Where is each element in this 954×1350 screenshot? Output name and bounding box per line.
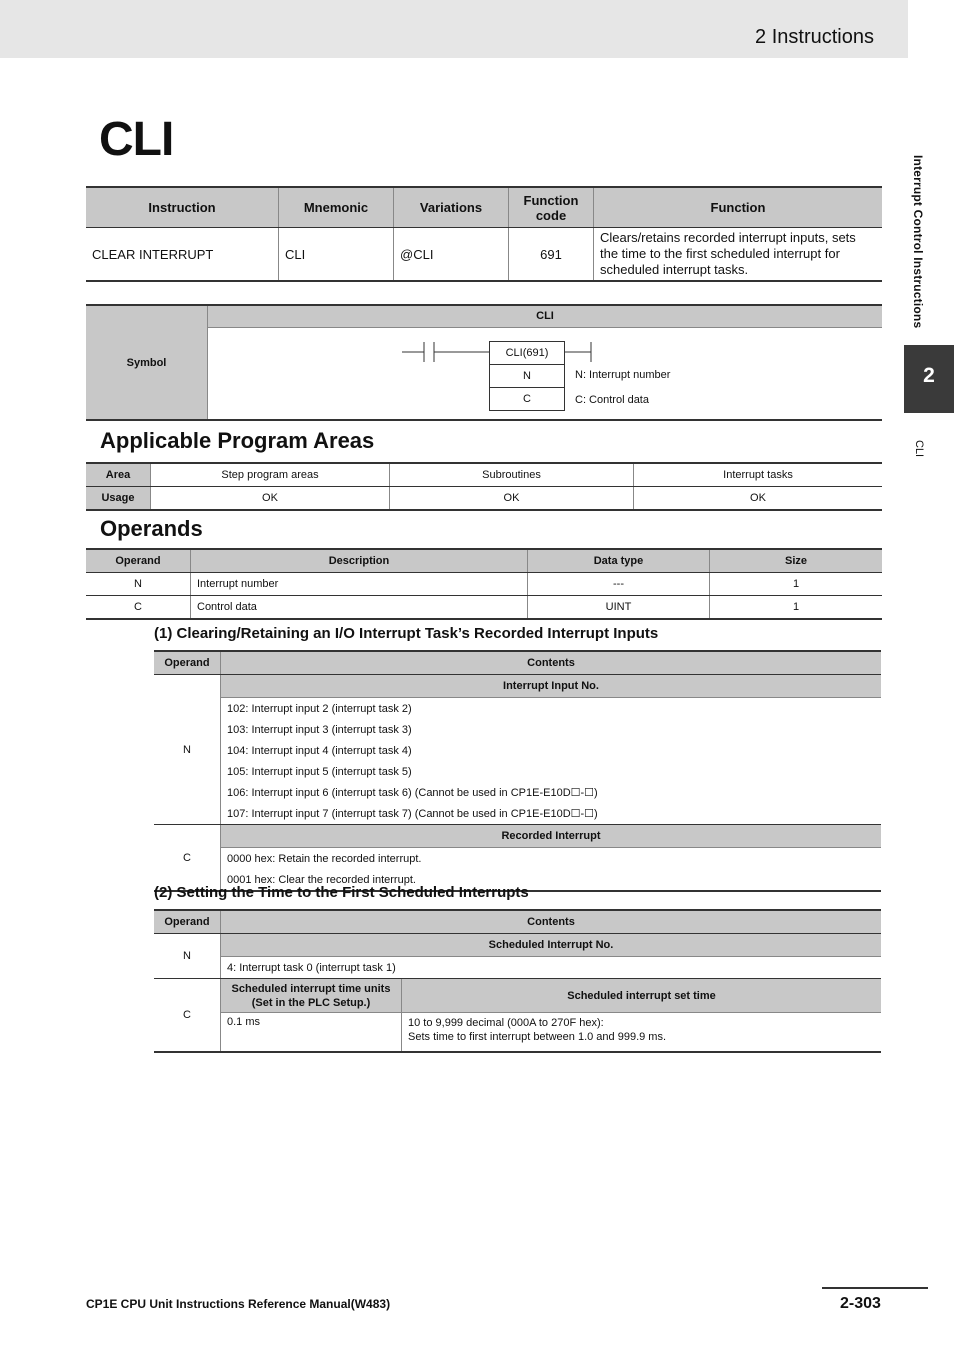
list-item: 0000 hex: Retain the recorded interrupt. xyxy=(221,848,882,870)
set-time-header: Scheduled interrupt set time xyxy=(402,979,882,1013)
usage-subroutines: OK xyxy=(390,487,634,511)
side-current-instruction: CLI xyxy=(913,440,925,458)
size-cell: 1 xyxy=(710,573,883,596)
areas-heading: Applicable Program Areas xyxy=(100,428,375,453)
list-item: 102: Interrupt input 2 (interrupt task 2) xyxy=(221,698,882,720)
function-code-cell: 691 xyxy=(509,228,594,282)
page-title: CLI xyxy=(99,113,174,166)
col-operand: Operand xyxy=(86,549,191,573)
function-cell: Clears/retains recorded interrupt inputs, sets the time to the first scheduled interrupt for scheduled interrupt tasks. xyxy=(594,228,883,282)
data-type-cell: UINT xyxy=(528,596,710,620)
variations-cell: @CLI xyxy=(394,228,509,282)
col-operand: Operand xyxy=(154,651,221,675)
footer-rule xyxy=(822,1287,928,1289)
col-instruction: Instruction xyxy=(86,187,279,228)
set-time-line2: Sets time to first interrupt between 1.0 and 999.9 ms. xyxy=(408,1031,667,1043)
area-step: Step program areas xyxy=(151,463,390,487)
col-function: Function xyxy=(594,187,883,228)
time-units-header: Scheduled interrupt time units (Set in the PLC Setup.) xyxy=(221,979,402,1013)
operand-n: N xyxy=(154,675,221,825)
time-units-value: 0.1 ms xyxy=(221,1013,402,1053)
symbol-label: Symbol xyxy=(86,306,208,419)
list-item: 104: Interrupt input 4 (interrupt task 4) xyxy=(221,740,882,761)
list-item: 107: Interrupt input 7 (interrupt task 7) (Cannot be used in CP1E-E10D☐-☐) xyxy=(221,803,882,825)
page-number: 2-303 xyxy=(840,1295,881,1312)
col-variations: Variations xyxy=(394,187,509,228)
list-item: 105: Interrupt input 5 (interrupt task 5) xyxy=(221,761,882,782)
data-type-cell: --- xyxy=(528,573,710,596)
size-cell: 1 xyxy=(710,596,883,620)
instruction-cell: CLEAR INTERRUPT xyxy=(86,228,279,282)
program-areas-table xyxy=(86,462,882,511)
operands-heading: Operands xyxy=(100,516,203,541)
section2-table xyxy=(154,909,881,1053)
instruction-box-n: N xyxy=(489,364,565,388)
area-interrupt: Interrupt tasks xyxy=(634,463,883,487)
symbol-header: CLI xyxy=(208,306,882,328)
area-label: Area xyxy=(86,463,151,487)
col-data-type: Data type xyxy=(528,549,710,573)
section1-table xyxy=(154,650,881,892)
usage-label: Usage xyxy=(86,487,151,511)
operand-n: N xyxy=(154,934,221,979)
col-contents: Contents xyxy=(221,910,882,934)
chapter-heading: 2 Instructions xyxy=(755,26,874,48)
col-function-code: Function code xyxy=(509,187,594,228)
mnemonic-cell: CLI xyxy=(279,228,394,282)
usage-interrupt: OK xyxy=(634,487,883,511)
operand-c: C xyxy=(154,825,221,892)
table-row xyxy=(86,573,882,596)
operand-cell: C xyxy=(86,596,191,620)
area-subroutines: Subroutines xyxy=(390,463,634,487)
instruction-box-c: C xyxy=(489,387,565,411)
table-row xyxy=(86,596,882,620)
col-operand: Operand xyxy=(154,910,221,934)
section1-heading: (1) Clearing/Retaining an I/O Interrupt Task’s Recorded Interrupt Inputs xyxy=(154,625,659,642)
list-item: 106: Interrupt input 6 (interrupt task 6) (Cannot be used in CP1E-E10D☐-☐) xyxy=(221,782,882,803)
description-cell: Control data xyxy=(191,596,528,620)
col-size: Size xyxy=(710,549,883,573)
note-c: C: Control data xyxy=(575,394,649,406)
set-time-value xyxy=(402,1013,882,1053)
list-item: 103: Interrupt input 3 (interrupt task 3) xyxy=(221,719,882,740)
footer-manual: CP1E CPU Unit Instructions Reference Manual(W483) xyxy=(86,1297,391,1311)
operands-table xyxy=(86,548,882,620)
list-item: 0001 hex: Clear the recorded interrupt. xyxy=(221,869,882,891)
operand-cell: N xyxy=(86,573,191,596)
instruction-box-title: CLI(691) xyxy=(489,341,565,365)
instruction-table xyxy=(86,186,882,282)
operand-c: C xyxy=(154,979,221,1053)
recorded-interrupt-header: Recorded Interrupt xyxy=(221,825,882,848)
ladder-diagram xyxy=(86,306,882,419)
list-item: 4: Interrupt task 0 (interrupt task 1) xyxy=(221,957,882,979)
description-cell: Interrupt number xyxy=(191,573,528,596)
col-mnemonic: Mnemonic xyxy=(279,187,394,228)
chapter-tab[interactable]: 2 xyxy=(904,345,954,413)
interrupt-input-header: Interrupt Input No. xyxy=(221,675,882,698)
usage-step: OK xyxy=(151,487,390,511)
symbol-section xyxy=(86,304,882,421)
section2-heading: (2) Setting the Time to the First Scheduled Interrupts xyxy=(154,884,529,901)
set-time-line1: 10 to 9,999 decimal (000A to 270F hex): xyxy=(408,1017,604,1029)
col-contents: Contents xyxy=(221,651,882,675)
col-description: Description xyxy=(191,549,528,573)
side-section-title: Interrupt Control Instructions xyxy=(911,155,925,329)
note-n: N: Interrupt number xyxy=(575,369,671,381)
scheduled-interrupt-header: Scheduled Interrupt No. xyxy=(221,934,882,957)
